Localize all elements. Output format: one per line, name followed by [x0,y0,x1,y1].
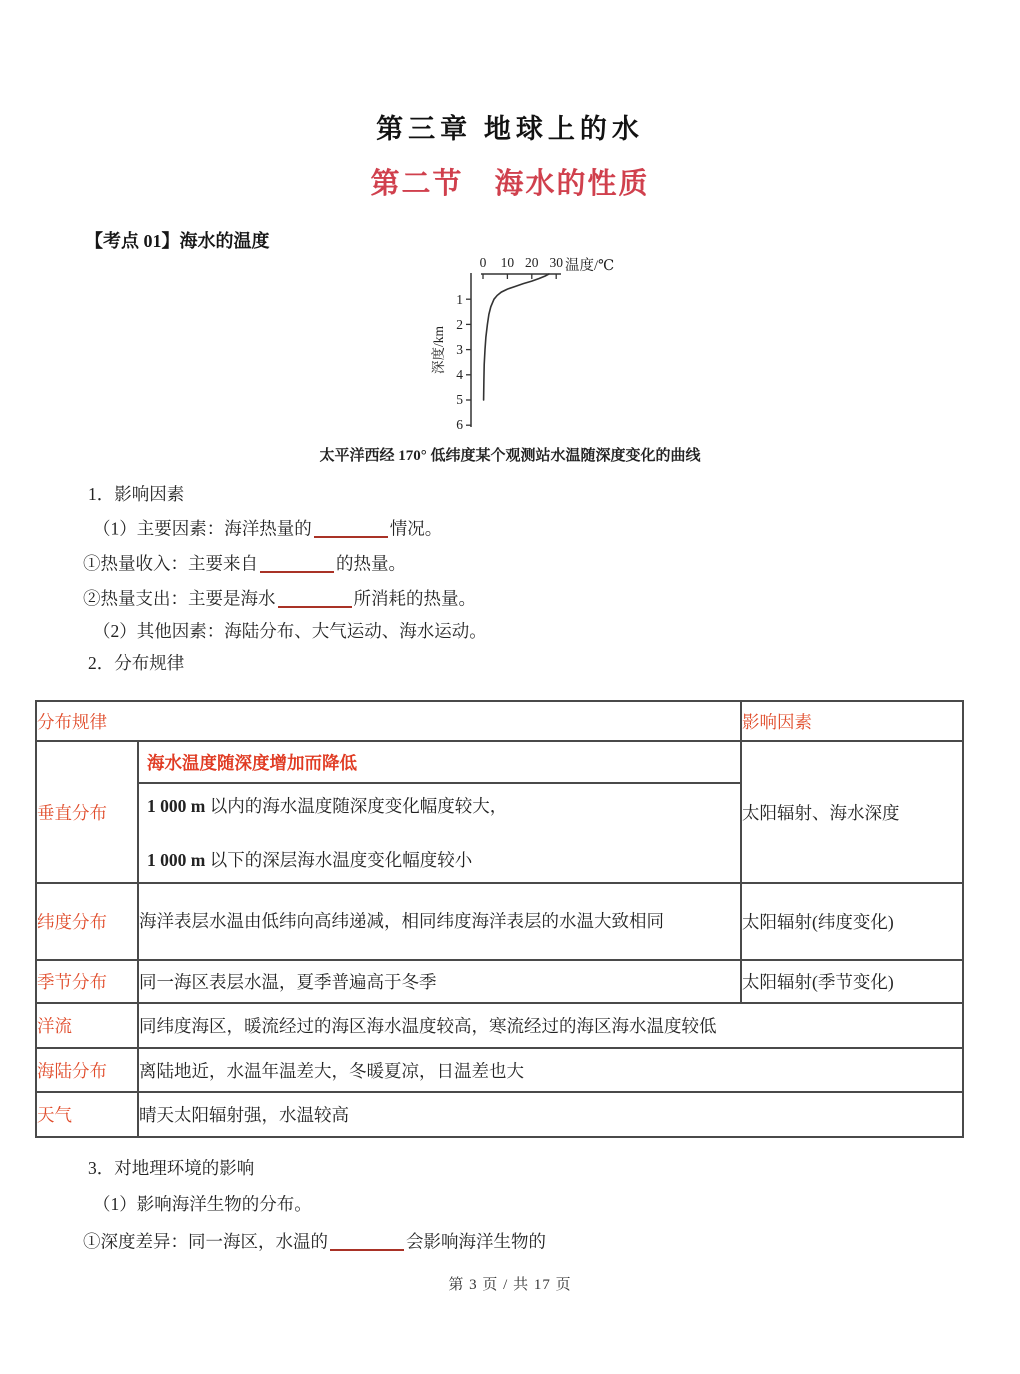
table-row-landsea [36,1048,963,1092]
bold-depth-value: 1 000 m [147,850,206,870]
line-text: 情况。 [389,518,443,539]
line-heat-expense [83,585,476,611]
line-main-factor [93,515,442,541]
x-tick-label: 10 [500,255,515,270]
header-cell-factor: 影响因素 [741,701,963,741]
y-tick-label: 2 [456,317,463,332]
row-label-weather: 天气 [36,1092,138,1137]
x-tick-label: 20 [525,255,539,270]
line-text: 的热量。 [336,553,406,574]
y-tick-label: 4 [456,367,463,382]
vertical-rule-line2 [147,847,732,872]
section-title: 第二节 海水的性质 [370,168,650,200]
vertical-rule-highlight: 海水温度随深度增加而降低 [139,742,740,784]
bold-depth-value: 1 000 m [147,796,206,816]
cell-weather-rule: 晴天太阳辐射强，水温较高 [138,1092,963,1137]
header-cell-rule: 分布规律 [36,701,741,741]
y-tick-label: 3 [456,342,463,357]
fill-blank [260,553,334,573]
row-label-latitude: 纬度分布 [36,883,138,960]
fill-blank [330,1231,404,1251]
fill-blank [314,518,388,538]
table-row-weather [36,1092,963,1137]
y-tick-label: 1 [456,292,463,307]
cell-vertical-factor: 太阳辐射、海水深度 [741,741,963,883]
row-label-current: 洋流 [36,1003,138,1048]
line-text: ①深度差异：同一海区，水温的 [83,1231,328,1252]
vertical-rule-detail [139,784,740,882]
table-row-season [36,960,963,1003]
x-tick-label: 30 [549,255,563,270]
cell-latitude-rule: 海洋表层水温由低纬向高纬递减，相同纬度海洋表层的水温大致相同 [138,883,741,960]
vertical-rule-line1 [147,793,732,818]
row-label-season: 季节分布 [36,960,138,1003]
line-environment-heading: 3．对地理环境的影响 [88,1158,255,1178]
line-text: ①热量收入：主要来自 [83,553,258,574]
topic-heading: 【考点 01】海水的温度 [85,231,270,251]
chart-caption: 太平洋西经 170° 低纬度某个观测站水温随深度变化的曲线 [319,448,701,464]
line-text: （1）主要因素：海洋热量的 [93,518,312,539]
cell-season-rule: 同一海区表层水温，夏季普遍高于冬季 [138,960,741,1003]
line-distribution-heading: 2．分布规律 [88,653,185,673]
line-other-factors: （2）其他因素：海陆分布、大气运动、海水运动。 [93,621,487,641]
y-tick-label: 5 [456,392,463,407]
chapter-title: 第三章 地球上的水 [376,114,644,144]
table-row-current [36,1003,963,1048]
cell-latitude-factor: 太阳辐射(纬度变化) [741,883,963,960]
line-text: 所消耗的热量。 [353,588,476,609]
cell-vertical-rule [138,741,741,883]
line-text: 以内的海水温度随深度变化幅度较大， [209,796,508,816]
row-label-landsea: 海陆分布 [36,1048,138,1092]
line-text: 会影响海洋生物的 [406,1231,546,1252]
line-marine-life: （1）影响海洋生物的分布。 [93,1194,312,1214]
cell-landsea-rule: 离陆地近，水温年温差大，冬暖夏凉，日温差也大 [138,1048,963,1092]
line-text: 以下的深层海水温度变化幅度较小 [209,850,473,870]
fill-blank [278,588,352,608]
y-axis-label: 深度/km [431,325,446,375]
table-row-vertical [36,741,963,883]
depth-temperature-chart [430,250,650,450]
line-depth-difference [83,1228,546,1254]
row-label-vertical: 垂直分布 [36,741,138,883]
page-number: 第 3 页 / 共 17 页 [448,1277,572,1293]
line-influence-heading: 1．影响因素 [88,484,185,504]
temp-depth-curve [484,274,549,400]
line-heat-income [83,550,406,576]
y-tick-label: 6 [456,417,463,432]
cell-current-rule: 同纬度海区，暖流经过的海区海水温度较高，寒流经过的海区海水温度较低 [138,1003,963,1048]
table-header-row [36,701,963,741]
table-row-latitude [36,883,963,960]
x-tick-label: 0 [479,255,487,270]
x-axis-label: 温度/℃ [565,258,615,274]
cell-season-factor: 太阳辐射(季节变化) [741,960,963,1003]
line-text: ②热量支出：主要是海水 [83,588,276,609]
temperature-distribution-table [35,700,964,1138]
